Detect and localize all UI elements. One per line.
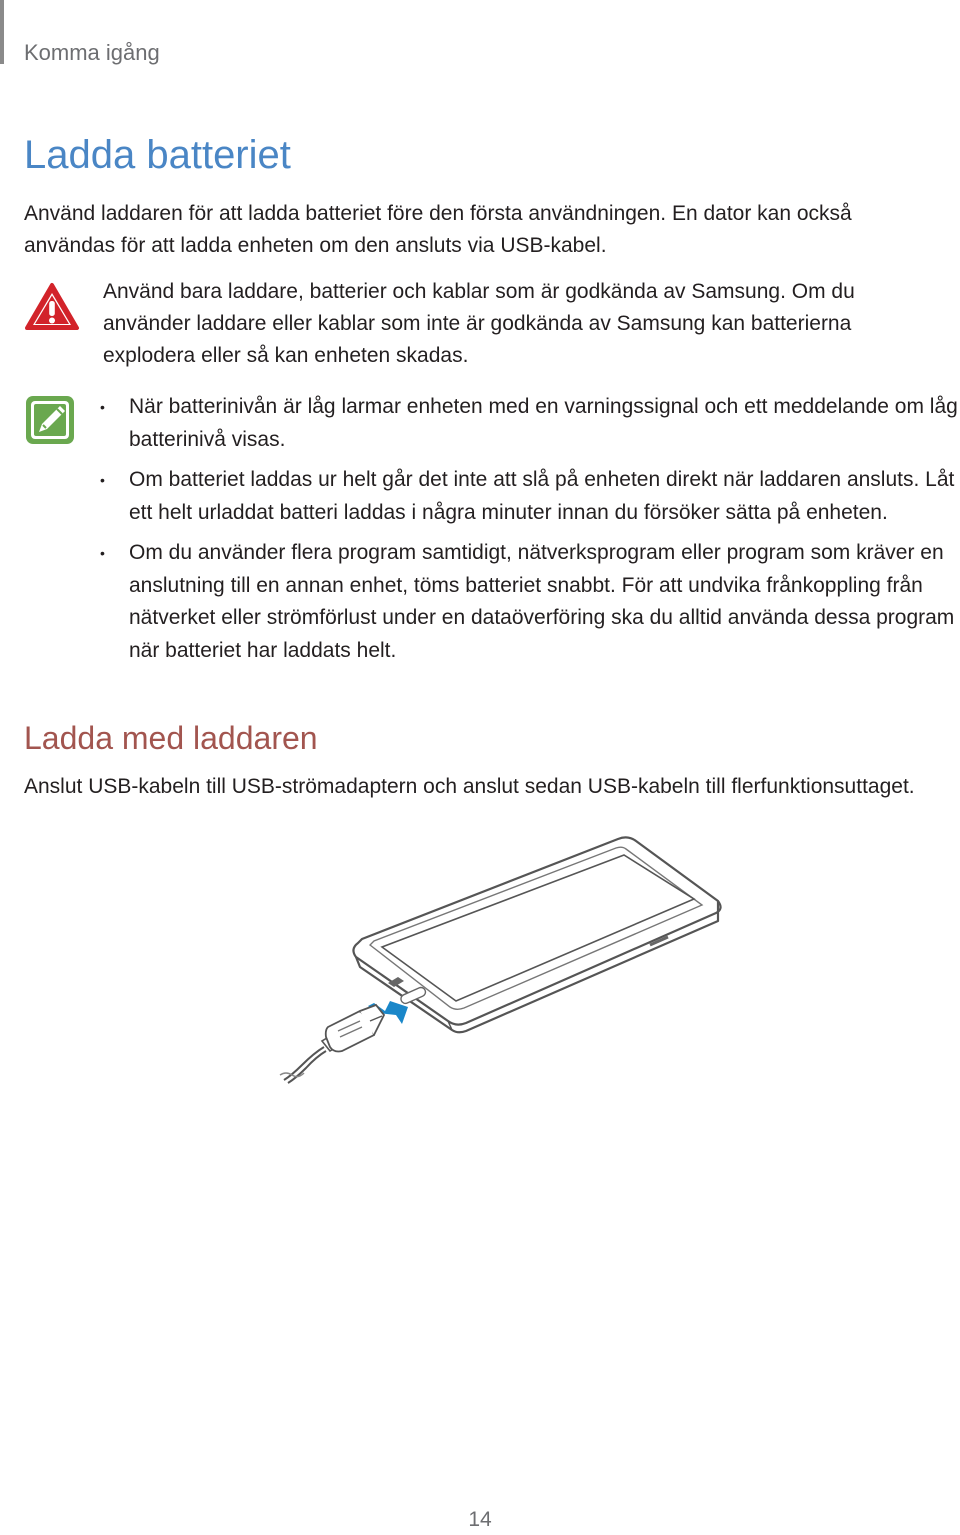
list-item (100, 391, 960, 456)
warning-triangle-icon (24, 282, 80, 332)
usb-cable-icon (280, 1005, 384, 1083)
warning-text: Använd bara laddare, batterier och kablar som är godkända av Samsung. Om du använder laddare eller kablar som inte är godkända av Samsung kan batterierna explodera eller så kan enheten skadas. (103, 280, 855, 367)
intro-paragraph: Använd laddaren för att ladda batteriet före den första användningen. En dator kan också användas för att ladda enheten om den ansluts via USB-kabel. (24, 202, 852, 257)
bullet: • (100, 399, 105, 415)
list-item (100, 464, 960, 529)
section-title-ladda-batteriet: Ladda batteriet (24, 133, 291, 177)
note-text: Om batteriet laddas ur helt går det inte att slå på enheten direkt när laddaren ansluts. Låt ett helt urladdat batteri laddas i några minuter innan du försöker sätta på enheten. (129, 468, 955, 524)
section-title-ladda-med-laddaren: Ladda med laddaren (24, 720, 318, 756)
page-number: 14 (468, 1508, 492, 1531)
phone-charging-illustration (270, 825, 740, 1090)
note-text: När batterinivån är låg larmar enheten med en varningssignal och ett meddelande om låg batterinivå visas. (129, 395, 958, 451)
phone-icon (353, 837, 720, 1032)
bullet: • (100, 545, 105, 561)
list-item (100, 537, 960, 667)
bullet: • (100, 472, 105, 488)
note-pencil-icon (24, 394, 76, 446)
chapter-header: Komma igång (24, 40, 160, 65)
charging-instructions: Anslut USB-kabeln till USB-strömadaptern och anslut sedan USB-kabeln till flerfunktionsuttaget. (24, 775, 915, 798)
page-margin-rule (0, 0, 4, 64)
notes-list (100, 391, 960, 675)
note-text: Om du använder flera program samtidigt, nätverksprogram eller program som kräver en anslutning till en annan enhet, töms batteriet snabbt. För att undvika frånkoppling från nätverket eller strömförlust under en dataöverföring ska du alltid använda dessa program när batteriet har laddats helt. (129, 541, 955, 662)
